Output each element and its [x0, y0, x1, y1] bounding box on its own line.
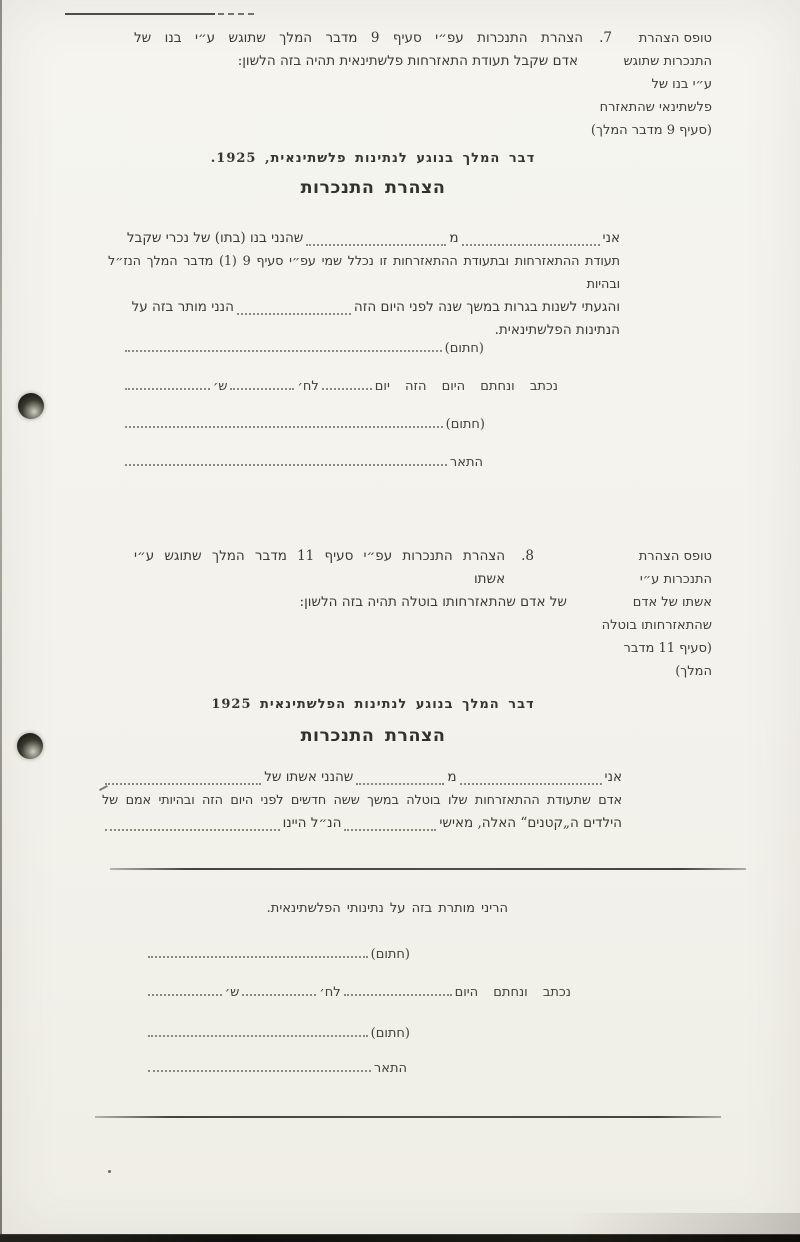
- section-8-intro: [134, 545, 612, 614]
- blank-field: [344, 982, 452, 996]
- section-number: 7.: [599, 30, 612, 46]
- declaration-2-body: [102, 766, 622, 835]
- blank-field: [306, 232, 446, 246]
- decl-text: אדם שתעודת ההתאזרחות שלו בוטלה במשך ששה חדשים לפני היום הזה ובהיותי אמם של: [102, 793, 622, 808]
- hole-punch-icon: [18, 393, 44, 419]
- month-label: לח׳: [319, 985, 341, 1000]
- blank-field: [230, 376, 294, 390]
- decl-text: אני: [604, 769, 622, 785]
- margin-note-section-7: [590, 27, 712, 142]
- margin-note-line: פלשתינאי שהתאזרח: [599, 100, 712, 115]
- signature-line: [148, 944, 368, 958]
- margin-note-line: ע״י בנו של: [651, 77, 712, 92]
- date-row: [145, 982, 571, 1000]
- margin-note-line: שהתאזרחותו בוטלה: [601, 618, 712, 633]
- section-text: הצהרת התנכרות עפ״י סעיף 9 מדבר המלך שתוגש ע״י בנו של: [134, 30, 584, 46]
- margin-note-line: אשתו של אדם: [632, 595, 712, 610]
- decl-text: והגעתי לשנות בגרות במשך שנה לפני היום הזה: [353, 299, 620, 315]
- margin-note-line: טופס הצהרת: [638, 31, 712, 46]
- margin-note-line: (סעיף 11 מדבר: [623, 641, 712, 656]
- decl-text: הנתינות הפלשתינאית.: [494, 322, 620, 338]
- decl-text: שהנני בנו (בתו) של נכרי שקבל: [126, 230, 304, 246]
- scan-artifact-bottom-edge: [0, 1234, 800, 1242]
- signed-label: (חתום): [444, 341, 484, 356]
- blank-field: [105, 817, 280, 831]
- date-text: נכתב ונחתם היום: [454, 985, 571, 1000]
- section-text: אדם שקבל תעודת התאזרחות פלשתינאית תהיה בזה הלשון:: [237, 53, 578, 69]
- signature-line: [125, 338, 442, 352]
- blank-field: [242, 982, 316, 996]
- scan-artifact-top-dashes: [218, 13, 254, 15]
- law-heading-2: דבר המלך בנוגע לנתינות הפלשתינאית 1925: [211, 697, 535, 712]
- blank-field: [105, 771, 261, 785]
- renunciation-sentence: הריני מותרת בזה על נתינותי הפלשתינאית.: [266, 901, 508, 916]
- title-label: התאר: [373, 1061, 407, 1076]
- decl-text: מ: [449, 230, 459, 246]
- section-7-intro: [134, 27, 612, 73]
- decl-text: מ: [447, 769, 457, 785]
- section-text: הצהרת התנכרות עפ״י סעיף 11 מדבר המלך שתוגש ע״י אשתו: [134, 548, 506, 587]
- margin-note-section-8: [598, 545, 712, 683]
- year-label: ש׳: [224, 985, 240, 1000]
- blank-field: [462, 232, 600, 246]
- signature-row: [145, 944, 410, 962]
- separator-line: [110, 868, 746, 870]
- signed-label: (חתום): [445, 417, 485, 432]
- signed-label: (חתום): [370, 947, 410, 962]
- signature-row: [145, 1023, 410, 1041]
- margin-note-line: (סעיף 9 מדבר המלך): [590, 123, 712, 138]
- blank-field: [356, 771, 444, 785]
- decl-text: הנ״ל היינו: [282, 815, 342, 831]
- decl-text: אני: [602, 230, 620, 246]
- scan-artifact-left-edge: [0, 0, 2, 1242]
- blank-field: [344, 817, 436, 831]
- section-number: 8.: [521, 548, 534, 564]
- scan-artifact-shadow: [490, 1213, 800, 1235]
- scan-artifact-top-line: [65, 13, 215, 15]
- hole-punch-icon: [17, 733, 43, 759]
- margin-note-line: התנכרות ע״י: [639, 572, 712, 587]
- margin-note-line: המלך): [675, 664, 712, 679]
- blank-field: [148, 1058, 371, 1072]
- separator-line: [95, 1116, 721, 1118]
- year-label: ש׳: [212, 379, 228, 394]
- decl-text: הנני מותר בזה על: [131, 299, 234, 315]
- title-row: [122, 452, 483, 470]
- signature-row: [122, 414, 485, 432]
- declaration-title-1: הצהרת התנכרות: [300, 178, 446, 198]
- blank-field: [322, 376, 372, 390]
- declaration-1-body: [108, 227, 620, 342]
- signed-label: (חתום): [370, 1026, 410, 1041]
- title-row: [145, 1058, 407, 1076]
- blank-field: [237, 301, 351, 315]
- law-heading-1: דבר המלך בנוגע לנתינות פלשתינאית, 1925.: [210, 151, 536, 166]
- blank-field: [125, 452, 447, 466]
- margin-note-line: התנכרות שתוגש: [623, 54, 712, 69]
- decl-text: הילדים ה„קטנים“ האלה, מאישי: [439, 815, 622, 831]
- margin-note-line: טופס הצהרת: [638, 549, 712, 564]
- scan-artifact-speck: [108, 1170, 111, 1173]
- decl-text: תעודת ההתאזרחות ובתעודת ההתאזרחות זו נכלל שמי עפ״י סעיף 9 (1) מדבר המלך הנז״ל ובהיות: [108, 254, 620, 292]
- signature-line: [125, 414, 443, 428]
- date-row: [122, 376, 558, 394]
- month-label: לח׳: [297, 379, 319, 394]
- date-text: נכתב ונחתם היום הזה יום: [374, 379, 558, 394]
- signature-row: [122, 338, 484, 356]
- title-label: התאר: [449, 455, 483, 470]
- declaration-title-2: הצהרת התנכרות: [300, 726, 446, 746]
- blank-field: [148, 982, 222, 996]
- decl-text: שהנני אשתו של: [264, 769, 354, 785]
- section-text: של אדם שהתאזרחותו בוטלה תהיה בזה הלשון:: [299, 594, 567, 610]
- blank-field: [125, 376, 210, 390]
- signature-line: [148, 1023, 368, 1037]
- blank-field: [460, 771, 602, 785]
